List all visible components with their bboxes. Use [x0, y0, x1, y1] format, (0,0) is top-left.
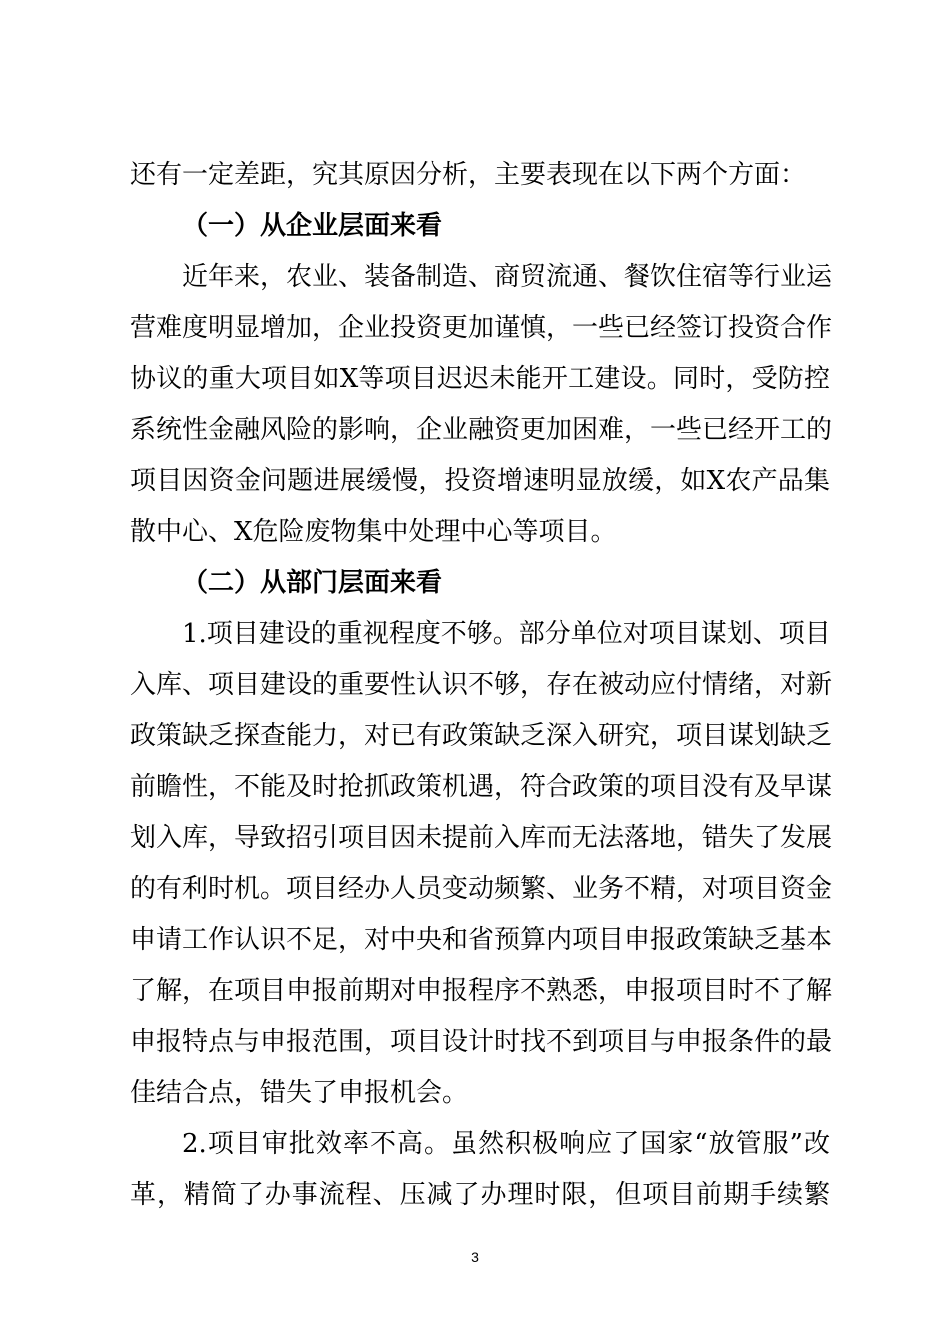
paragraph-line: 了解，在项目申报前期对申报程序不熟悉，申报项目时不了解	[130, 976, 833, 1006]
paragraph-line: 项目因资金问题进展缓慢，投资增速明显放缓，如X农产品集	[130, 466, 830, 496]
paragraph-line: 系统性金融风险的影响，企业融资更加困难，一些已经开工的	[130, 415, 833, 445]
paragraph-line: 散中心、X危险废物集中处理中心等项目。	[130, 517, 617, 547]
paragraph-line: 还有一定差距，究其原因分析，主要表现在以下两个方面：	[130, 160, 807, 190]
section-heading: （一）从企业层面来看	[182, 211, 443, 241]
paragraph-line: 协议的重大项目如X等项目迟迟未能开工建设。同时，受防控	[130, 364, 830, 394]
paragraph-line: 1.项目建设的重视程度不够。部分单位对项目谋划、项目	[182, 619, 831, 649]
paragraph-line: 前瞻性，不能及时抢抓政策机遇，符合政策的项目没有及早谋	[130, 772, 833, 802]
paragraph-line: 入库、项目建设的重要性认识不够，存在被动应付情绪，对新	[130, 670, 833, 700]
paragraph-line: 近年来，农业、装备制造、商贸流通、餐饮住宿等行业运	[182, 262, 833, 292]
paragraph-line: 申报特点与申报范围，项目设计时找不到项目与申报条件的最	[130, 1027, 833, 1057]
paragraph-line: 革，精简了办事流程、压减了办理时限，但项目前期手续繁	[130, 1180, 830, 1210]
paragraph-line: 佳结合点，错失了申报机会。	[130, 1078, 469, 1108]
paragraph-line: 划入库，导致招引项目因未提前入库而无法落地，错失了发展	[130, 823, 833, 853]
section-heading: （二）从部门层面来看	[182, 568, 443, 598]
paragraph-line: 2.项目审批效率不高。虽然积极响应了国家“放管服”改	[182, 1129, 830, 1159]
page-number: 3	[471, 1249, 479, 1265]
paragraph-line: 营难度明显增加，企业投资更加谨慎，一些已经签订投资合作	[130, 313, 833, 343]
paragraph-line: 政策缺乏探查能力，对已有政策缺乏深入研究，项目谋划缺乏	[130, 721, 833, 751]
paragraph-line: 的有利时机。项目经办人员变动频繁、业务不精，对项目资金	[130, 874, 833, 904]
paragraph-line: 申请工作认识不足，对中央和省预算内项目申报政策缺乏基本	[130, 925, 833, 955]
